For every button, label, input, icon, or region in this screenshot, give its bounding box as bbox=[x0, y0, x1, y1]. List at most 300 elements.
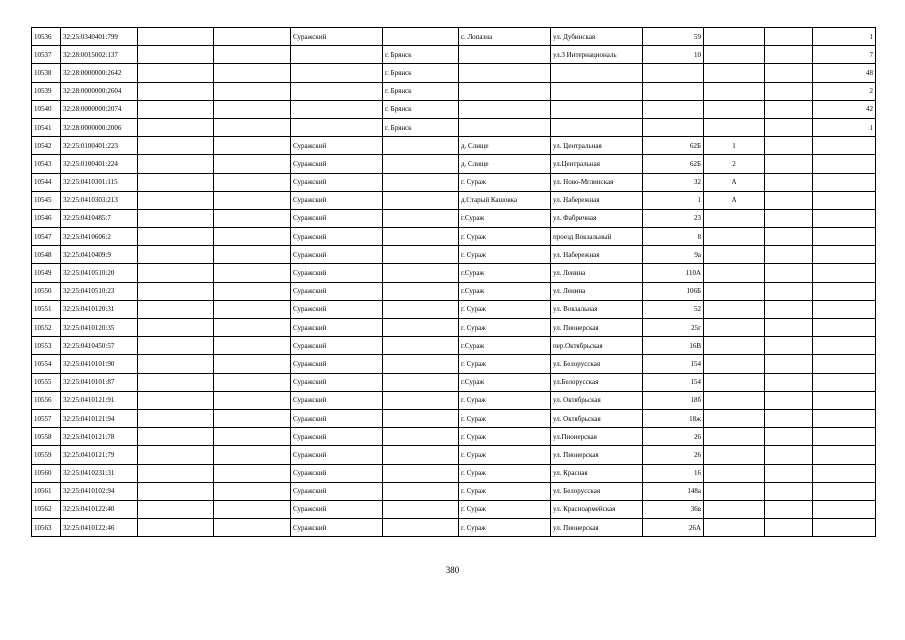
cell-building bbox=[704, 300, 765, 318]
cell-col-11 bbox=[765, 355, 813, 373]
cell-house-number: 62Б bbox=[643, 155, 704, 173]
cell-col-3 bbox=[138, 64, 214, 82]
cell-col-3 bbox=[138, 100, 214, 118]
cell-col-4 bbox=[214, 500, 291, 518]
cell-building: 1 bbox=[704, 137, 765, 155]
cell-quantity bbox=[813, 282, 876, 300]
cell-col-11 bbox=[765, 300, 813, 318]
table-row bbox=[32, 191, 876, 209]
cell-row-number: 10539 bbox=[32, 82, 61, 100]
cell-street: ул. Дубинская bbox=[551, 28, 643, 46]
cell-house-number: 9а bbox=[643, 246, 704, 264]
cell-district: Суражский bbox=[291, 228, 383, 246]
cell-street: ул.Центральная bbox=[551, 155, 643, 173]
cell-street: ул. Ленина bbox=[551, 282, 643, 300]
cell-cadastral-number: 32:28:0000000:2642 bbox=[61, 64, 138, 82]
cell-building bbox=[704, 391, 765, 409]
cell-col-4 bbox=[214, 446, 291, 464]
cell-col-4 bbox=[214, 482, 291, 500]
cell-col-4 bbox=[214, 64, 291, 82]
cell-cadastral-number: 32:25:0410101:90 bbox=[61, 355, 138, 373]
cell-col-4 bbox=[214, 264, 291, 282]
cell-cadastral-number: 32:25:0410122:46 bbox=[61, 519, 138, 537]
table-row bbox=[32, 373, 876, 391]
table-row bbox=[32, 446, 876, 464]
cell-col-11 bbox=[765, 155, 813, 173]
cell-col-3 bbox=[138, 282, 214, 300]
cell-col-11 bbox=[765, 500, 813, 518]
cell-settlement: г. Сураж bbox=[459, 246, 551, 264]
cell-settlement: г. Сураж bbox=[459, 500, 551, 518]
cell-district: Суражский bbox=[291, 264, 383, 282]
cell-city bbox=[383, 228, 459, 246]
cell-quantity bbox=[813, 300, 876, 318]
cell-quantity bbox=[813, 209, 876, 227]
cell-col-4 bbox=[214, 100, 291, 118]
cell-cadastral-number: 32:28:0000000:2074 bbox=[61, 100, 138, 118]
cell-row-number: 10543 bbox=[32, 155, 61, 173]
cell-settlement: г. Сураж bbox=[459, 428, 551, 446]
cell-house-number: 148а bbox=[643, 482, 704, 500]
cell-settlement: г. Сураж bbox=[459, 300, 551, 318]
cell-cadastral-number: 32:25:0100401:224 bbox=[61, 155, 138, 173]
cell-street: ул. Ново-Мглинская bbox=[551, 173, 643, 191]
cell-district bbox=[291, 118, 383, 136]
table-row bbox=[32, 246, 876, 264]
cell-street bbox=[551, 118, 643, 136]
cell-city bbox=[383, 355, 459, 373]
cell-cadastral-number: 32:25:0410120:35 bbox=[61, 319, 138, 337]
cell-house-number: 154 bbox=[643, 355, 704, 373]
cell-settlement: д. Слище bbox=[459, 137, 551, 155]
cell-building bbox=[704, 64, 765, 82]
cell-quantity bbox=[813, 337, 876, 355]
cell-row-number: 10550 bbox=[32, 282, 61, 300]
cell-building bbox=[704, 82, 765, 100]
cell-building bbox=[704, 246, 765, 264]
cell-street: ул. Пионерская bbox=[551, 319, 643, 337]
cell-settlement: г. Сураж bbox=[459, 446, 551, 464]
cell-settlement: г.Сураж bbox=[459, 209, 551, 227]
cell-street: ул. Белорусская bbox=[551, 482, 643, 500]
cell-col-4 bbox=[214, 46, 291, 64]
cell-city bbox=[383, 137, 459, 155]
cell-settlement: г. Сураж bbox=[459, 228, 551, 246]
cell-district: Суражский bbox=[291, 300, 383, 318]
table-row bbox=[32, 264, 876, 282]
cell-quantity: 42 bbox=[813, 100, 876, 118]
cell-street: ул. Ленина bbox=[551, 264, 643, 282]
cell-cadastral-number: 32:25:0340401:799 bbox=[61, 28, 138, 46]
table-row bbox=[32, 173, 876, 191]
cell-col-4 bbox=[214, 28, 291, 46]
cell-row-number: 10548 bbox=[32, 246, 61, 264]
cell-col-3 bbox=[138, 173, 214, 191]
cell-street: ул.Пионерская bbox=[551, 428, 643, 446]
cell-col-3 bbox=[138, 191, 214, 209]
cell-cadastral-number: 32:25:0410102:94 bbox=[61, 482, 138, 500]
cell-quantity: 7 bbox=[813, 46, 876, 64]
cell-district: Суражский bbox=[291, 355, 383, 373]
cell-city: г. Брянск bbox=[383, 82, 459, 100]
cell-city bbox=[383, 300, 459, 318]
cell-col-11 bbox=[765, 100, 813, 118]
cell-cadastral-number: 32:25:0410301:115 bbox=[61, 173, 138, 191]
cell-district: Суражский bbox=[291, 373, 383, 391]
cell-quantity bbox=[813, 409, 876, 427]
cell-col-11 bbox=[765, 391, 813, 409]
cell-cadastral-number: 32:28:0000000:2006 bbox=[61, 118, 138, 136]
cell-col-3 bbox=[138, 391, 214, 409]
cell-col-4 bbox=[214, 373, 291, 391]
cell-city bbox=[383, 373, 459, 391]
cell-col-11 bbox=[765, 519, 813, 537]
cell-col-11 bbox=[765, 373, 813, 391]
cell-cadastral-number: 32:25:0410450:57 bbox=[61, 337, 138, 355]
cell-row-number: 10555 bbox=[32, 373, 61, 391]
cell-house-number: 23 bbox=[643, 209, 704, 227]
cell-district: Суражский bbox=[291, 409, 383, 427]
cell-col-4 bbox=[214, 409, 291, 427]
cell-col-3 bbox=[138, 137, 214, 155]
cell-district bbox=[291, 46, 383, 64]
cell-city bbox=[383, 519, 459, 537]
cell-col-3 bbox=[138, 209, 214, 227]
table-row bbox=[32, 137, 876, 155]
cell-col-3 bbox=[138, 337, 214, 355]
cell-col-11 bbox=[765, 173, 813, 191]
cell-row-number: 10562 bbox=[32, 500, 61, 518]
cell-quantity bbox=[813, 482, 876, 500]
cell-district: Суражский bbox=[291, 246, 383, 264]
cell-building bbox=[704, 500, 765, 518]
cell-settlement: г. Сураж bbox=[459, 391, 551, 409]
cell-settlement bbox=[459, 100, 551, 118]
cell-col-11 bbox=[765, 209, 813, 227]
cell-settlement bbox=[459, 118, 551, 136]
cell-house-number: 106Б bbox=[643, 282, 704, 300]
table-row bbox=[32, 319, 876, 337]
cell-street bbox=[551, 82, 643, 100]
cell-row-number: 10540 bbox=[32, 100, 61, 118]
cell-settlement: г.Сураж bbox=[459, 337, 551, 355]
cell-house-number: 62Б bbox=[643, 137, 704, 155]
cell-city: г. Брянск bbox=[383, 100, 459, 118]
cell-district: Суражский bbox=[291, 391, 383, 409]
cell-district: Суражский bbox=[291, 173, 383, 191]
cell-house-number bbox=[643, 118, 704, 136]
cell-col-4 bbox=[214, 173, 291, 191]
cell-col-11 bbox=[765, 282, 813, 300]
cell-col-4 bbox=[214, 337, 291, 355]
cell-district: Суражский bbox=[291, 482, 383, 500]
cell-city bbox=[383, 191, 459, 209]
cell-city: г. Брянск bbox=[383, 118, 459, 136]
cell-settlement: г. Сураж bbox=[459, 319, 551, 337]
cell-col-3 bbox=[138, 118, 214, 136]
cell-street: ул. Центральная bbox=[551, 137, 643, 155]
cell-street: пер.Октябрьская bbox=[551, 337, 643, 355]
cell-cadastral-number: 32:25:0410606:2 bbox=[61, 228, 138, 246]
cell-col-4 bbox=[214, 209, 291, 227]
cell-street: ул. Набережная bbox=[551, 191, 643, 209]
cell-district bbox=[291, 100, 383, 118]
table-row bbox=[32, 300, 876, 318]
cell-settlement: г.Сураж bbox=[459, 373, 551, 391]
cell-row-number: 10558 bbox=[32, 428, 61, 446]
cell-quantity bbox=[813, 246, 876, 264]
cell-street: ул. Фабричная bbox=[551, 209, 643, 227]
cell-house-number: 18б bbox=[643, 391, 704, 409]
cell-row-number: 10547 bbox=[32, 228, 61, 246]
cell-col-3 bbox=[138, 155, 214, 173]
cell-street: ул. Октябрьская bbox=[551, 391, 643, 409]
cell-house-number bbox=[643, 100, 704, 118]
cell-building bbox=[704, 100, 765, 118]
cell-quantity: 1 bbox=[813, 118, 876, 136]
cell-quantity bbox=[813, 173, 876, 191]
cell-col-3 bbox=[138, 82, 214, 100]
cell-row-number: 10554 bbox=[32, 355, 61, 373]
cell-street bbox=[551, 64, 643, 82]
cell-col-3 bbox=[138, 409, 214, 427]
cell-row-number: 10538 bbox=[32, 64, 61, 82]
cell-quantity bbox=[813, 228, 876, 246]
cell-city bbox=[383, 28, 459, 46]
cell-col-3 bbox=[138, 228, 214, 246]
cell-quantity bbox=[813, 191, 876, 209]
cell-settlement: г. Сураж bbox=[459, 519, 551, 537]
cell-quantity bbox=[813, 155, 876, 173]
cell-city bbox=[383, 409, 459, 427]
cell-quantity bbox=[813, 373, 876, 391]
cell-col-4 bbox=[214, 191, 291, 209]
cell-house-number: 36в bbox=[643, 500, 704, 518]
cell-col-11 bbox=[765, 82, 813, 100]
cell-street: ул.3 Интернациональ bbox=[551, 46, 643, 64]
cell-row-number: 10549 bbox=[32, 264, 61, 282]
cell-col-3 bbox=[138, 46, 214, 64]
cell-cadastral-number: 32:25:0410101:87 bbox=[61, 373, 138, 391]
cell-cadastral-number: 32:25:0410121:78 bbox=[61, 428, 138, 446]
cell-city bbox=[383, 155, 459, 173]
cell-col-11 bbox=[765, 319, 813, 337]
cell-building bbox=[704, 118, 765, 136]
cell-house-number: 52 bbox=[643, 300, 704, 318]
cell-cadastral-number: 32:25:0410303:213 bbox=[61, 191, 138, 209]
cell-row-number: 10546 bbox=[32, 209, 61, 227]
cell-building: 2 bbox=[704, 155, 765, 173]
table-row bbox=[32, 355, 876, 373]
cell-cadastral-number: 32:25:0410121:91 bbox=[61, 391, 138, 409]
cell-quantity: 48 bbox=[813, 64, 876, 82]
cell-col-3 bbox=[138, 464, 214, 482]
cell-col-11 bbox=[765, 482, 813, 500]
cell-district: Суражский bbox=[291, 137, 383, 155]
cell-street: ул.Белорусская bbox=[551, 373, 643, 391]
cell-cadastral-number: 32:25:0410485:7 bbox=[61, 209, 138, 227]
cell-col-4 bbox=[214, 228, 291, 246]
cell-building bbox=[704, 337, 765, 355]
cell-district: Суражский bbox=[291, 28, 383, 46]
cell-building bbox=[704, 355, 765, 373]
cell-cadastral-number: 32:25:0100401:223 bbox=[61, 137, 138, 155]
cell-col-11 bbox=[765, 28, 813, 46]
table-row bbox=[32, 228, 876, 246]
cell-cadastral-number: 32:25:0410120:31 bbox=[61, 300, 138, 318]
cell-quantity bbox=[813, 519, 876, 537]
cell-building bbox=[704, 446, 765, 464]
cell-settlement bbox=[459, 82, 551, 100]
cell-col-4 bbox=[214, 319, 291, 337]
cell-row-number: 10561 bbox=[32, 482, 61, 500]
cell-house-number: 1 bbox=[643, 191, 704, 209]
table-row bbox=[32, 28, 876, 46]
cell-col-3 bbox=[138, 446, 214, 464]
cell-city bbox=[383, 319, 459, 337]
cell-house-number: 16В bbox=[643, 337, 704, 355]
cell-col-3 bbox=[138, 482, 214, 500]
cell-cadastral-number: 32:25:0410510:20 bbox=[61, 264, 138, 282]
cell-cadastral-number: 32:25:0410510:23 bbox=[61, 282, 138, 300]
cell-city bbox=[383, 428, 459, 446]
cell-col-4 bbox=[214, 355, 291, 373]
cell-district: Суражский bbox=[291, 209, 383, 227]
cell-district bbox=[291, 82, 383, 100]
table-row bbox=[32, 209, 876, 227]
cell-row-number: 10544 bbox=[32, 173, 61, 191]
cell-house-number bbox=[643, 82, 704, 100]
table-row bbox=[32, 391, 876, 409]
cell-col-11 bbox=[765, 191, 813, 209]
cell-col-11 bbox=[765, 137, 813, 155]
cell-row-number: 10552 bbox=[32, 319, 61, 337]
cell-house-number: 59 bbox=[643, 28, 704, 46]
cell-settlement: д.Старый Кашовка bbox=[459, 191, 551, 209]
cell-city bbox=[383, 391, 459, 409]
cell-house-number: 18ж bbox=[643, 409, 704, 427]
cell-district: Суражский bbox=[291, 337, 383, 355]
cell-house-number: 25г bbox=[643, 319, 704, 337]
cell-cadastral-number: 32:25:0410409:9 bbox=[61, 246, 138, 264]
cell-col-4 bbox=[214, 246, 291, 264]
cell-house-number: 26А bbox=[643, 519, 704, 537]
cell-row-number: 10559 bbox=[32, 446, 61, 464]
cell-quantity bbox=[813, 355, 876, 373]
cell-cadastral-number: 32:25:0410231:31 bbox=[61, 464, 138, 482]
cell-col-3 bbox=[138, 300, 214, 318]
cell-building: А bbox=[704, 191, 765, 209]
table-row bbox=[32, 482, 876, 500]
cell-col-3 bbox=[138, 264, 214, 282]
cell-building bbox=[704, 519, 765, 537]
cell-row-number: 10542 bbox=[32, 137, 61, 155]
cell-row-number: 10563 bbox=[32, 519, 61, 537]
cell-building bbox=[704, 28, 765, 46]
cell-col-3 bbox=[138, 428, 214, 446]
cell-district: Суражский bbox=[291, 191, 383, 209]
cell-cadastral-number: 32:25:0410121:79 bbox=[61, 446, 138, 464]
cell-building bbox=[704, 282, 765, 300]
cell-building bbox=[704, 409, 765, 427]
cell-col-4 bbox=[214, 82, 291, 100]
cell-settlement: д. Слище bbox=[459, 155, 551, 173]
cell-city bbox=[383, 264, 459, 282]
cell-building bbox=[704, 482, 765, 500]
cell-col-4 bbox=[214, 519, 291, 537]
cell-city bbox=[383, 282, 459, 300]
cell-house-number: 154 bbox=[643, 373, 704, 391]
table-row bbox=[32, 464, 876, 482]
cell-col-3 bbox=[138, 519, 214, 537]
cell-col-3 bbox=[138, 246, 214, 264]
cell-city bbox=[383, 446, 459, 464]
cell-street: ул. Вокзальная bbox=[551, 300, 643, 318]
cell-col-4 bbox=[214, 428, 291, 446]
cell-house-number: 26 bbox=[643, 428, 704, 446]
cell-col-3 bbox=[138, 28, 214, 46]
table-row bbox=[32, 155, 876, 173]
cell-cadastral-number: 32:25:0410122:40 bbox=[61, 500, 138, 518]
cell-building bbox=[704, 46, 765, 64]
cell-cadastral-number: 32:28:0015002:137 bbox=[61, 46, 138, 64]
cell-city bbox=[383, 464, 459, 482]
cell-district: Суражский bbox=[291, 155, 383, 173]
cell-district: Суражский bbox=[291, 464, 383, 482]
table-row bbox=[32, 282, 876, 300]
cell-col-4 bbox=[214, 391, 291, 409]
cell-col-4 bbox=[214, 282, 291, 300]
cell-city bbox=[383, 209, 459, 227]
cell-col-11 bbox=[765, 409, 813, 427]
cell-district: Суражский bbox=[291, 282, 383, 300]
cell-settlement: г. Сураж bbox=[459, 482, 551, 500]
cell-building: А bbox=[704, 173, 765, 191]
cell-city: г. Брянск bbox=[383, 46, 459, 64]
cell-row-number: 10556 bbox=[32, 391, 61, 409]
cell-house-number: 8 bbox=[643, 228, 704, 246]
table-row bbox=[32, 118, 876, 136]
cell-settlement: г.Сураж bbox=[459, 264, 551, 282]
cell-row-number: 10536 bbox=[32, 28, 61, 46]
cell-city bbox=[383, 173, 459, 191]
cell-city bbox=[383, 500, 459, 518]
cell-quantity bbox=[813, 391, 876, 409]
cell-row-number: 10560 bbox=[32, 464, 61, 482]
table-row bbox=[32, 519, 876, 537]
cell-city bbox=[383, 246, 459, 264]
cell-col-4 bbox=[214, 155, 291, 173]
table-row bbox=[32, 428, 876, 446]
cell-quantity bbox=[813, 264, 876, 282]
cell-col-11 bbox=[765, 46, 813, 64]
cell-building bbox=[704, 319, 765, 337]
cell-col-11 bbox=[765, 118, 813, 136]
cell-house-number: 110А bbox=[643, 264, 704, 282]
cell-row-number: 10537 bbox=[32, 46, 61, 64]
cell-district: Суражский bbox=[291, 446, 383, 464]
table-row bbox=[32, 409, 876, 427]
cell-quantity bbox=[813, 464, 876, 482]
cell-quantity bbox=[813, 319, 876, 337]
cell-col-3 bbox=[138, 500, 214, 518]
cell-city: г. Брянск bbox=[383, 64, 459, 82]
cell-col-11 bbox=[765, 246, 813, 264]
cell-house-number: 32 bbox=[643, 173, 704, 191]
table-row bbox=[32, 100, 876, 118]
cell-district: Суражский bbox=[291, 519, 383, 537]
table-body bbox=[32, 28, 876, 537]
